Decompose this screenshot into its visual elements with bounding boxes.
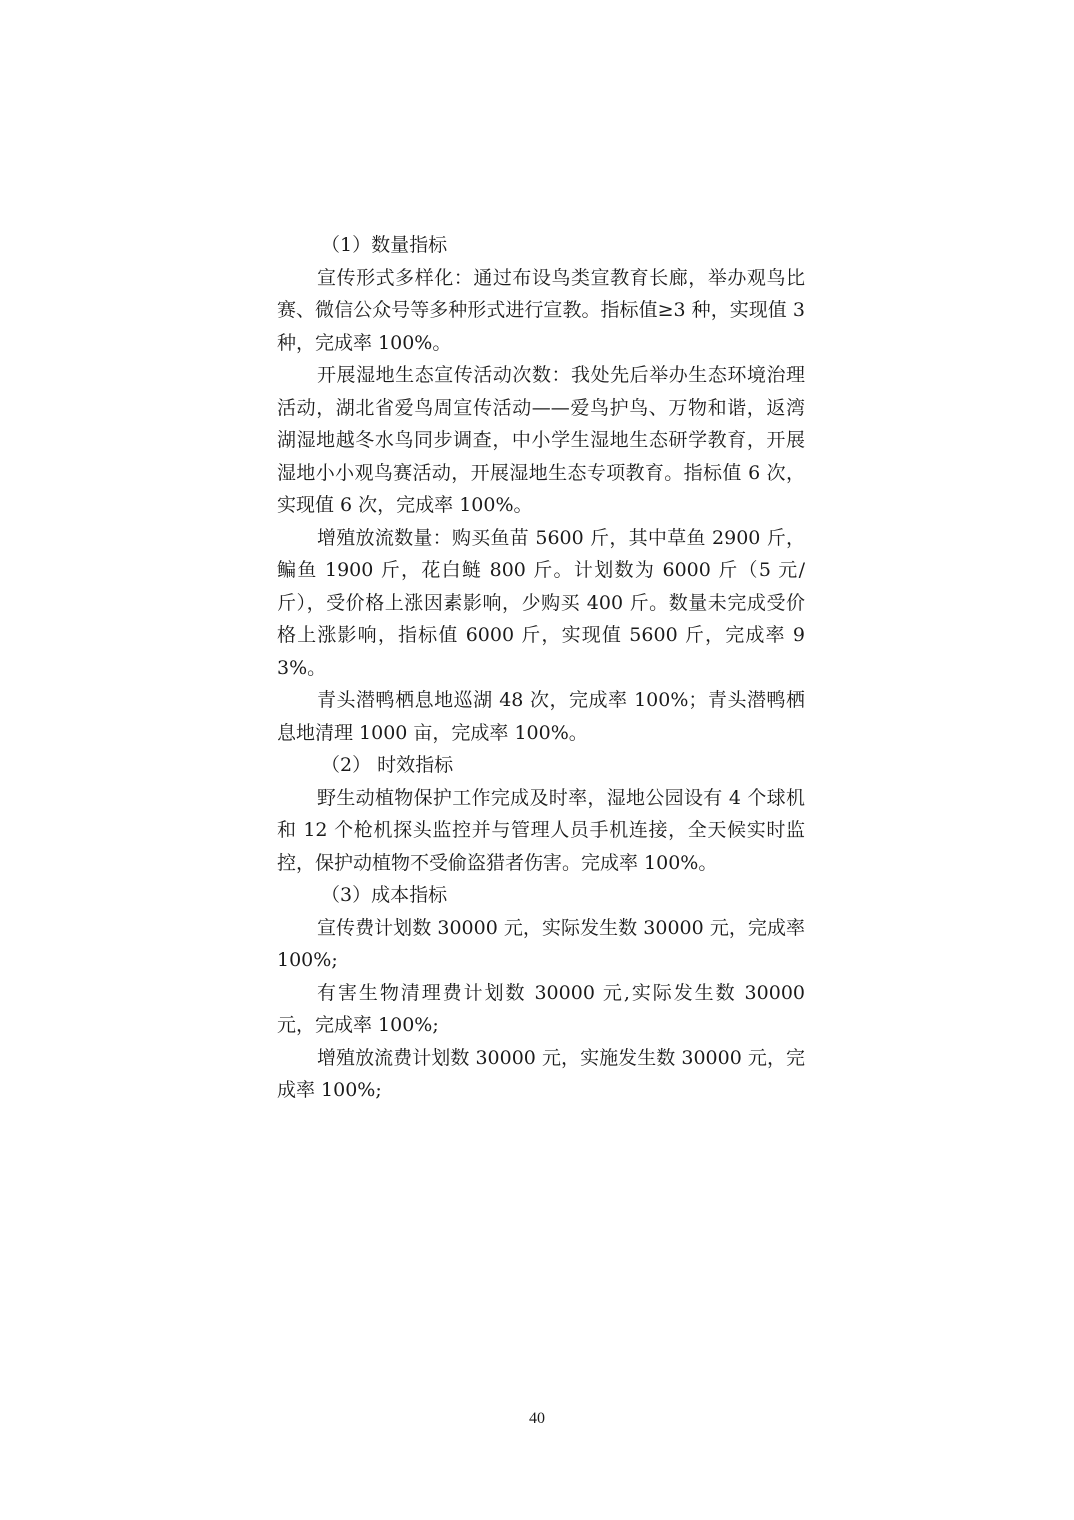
paragraph-publicity-forms: 宣传形式多样化：通过布设鸟类宣教育长廊，举办观鸟比赛、微信公众号等多种形式进行宣教。指标值≥3 种，实现值 3 种，完成率 100%。	[277, 266, 805, 354]
document-body	[277, 229, 805, 1107]
paragraph-fish-release: 增殖放流数量：购买鱼苗 5600 斤，其中草鱼 2900 斤，鳊鱼 1900 斤，花白鲢 800 斤。计划数为 6000 斤（5 元/斤），受价格上涨因素影响，少购买 400 斤。数量未完成受价格上涨影响，指标值 6000 斤，实现值 5600 斤，完成率 93%。	[277, 526, 805, 679]
paragraph-wildlife-protection: 野生动植物保护工作完成及时率，湿地公园设有 4 个球机和 12 个枪机探头监控并与管理人员手机连接，全天候实时监控，保护动植物不受偷盗猎者伤害。完成率 100%。	[277, 786, 805, 874]
paragraph-wetland-activities: 开展湿地生态宣传活动次数：我处先后举办生态环境治理活动，湖北省爱鸟周宣传活动——爱鸟护鸟、万物和谐，返湾湖湿地越冬水鸟同步调查，中小学生湿地生态研学教育，开展湿地小小观鸟赛活动，开展湿地生态专项教育。指标值 6 次，实现值 6 次，完成率 100%。	[277, 364, 805, 516]
page-number: 40	[529, 1410, 545, 1427]
paragraph-pest-cost: 有害生物清理费计划数 30000 元,实际发生数 30000 元，完成率 100%;	[277, 981, 805, 1036]
paragraph-patrol: 青头潜鸭栖息地巡湖 48 次，完成率 100%；青头潜鸭栖息地清理 1000 亩，完成率 100%。	[277, 689, 805, 744]
section-heading-quantity: （1）数量指标	[321, 234, 448, 256]
section-heading-timeliness: （2） 时效指标	[321, 754, 454, 776]
section-heading-cost: （3）成本指标	[321, 884, 448, 906]
paragraph-release-cost: 增殖放流费计划数 30000 元，实施发生数 30000 元，完成率 100%;	[277, 1046, 805, 1101]
paragraph-publicity-cost: 宣传费计划数 30000 元，实际发生数 30000 元，完成率 100%;	[277, 916, 805, 971]
